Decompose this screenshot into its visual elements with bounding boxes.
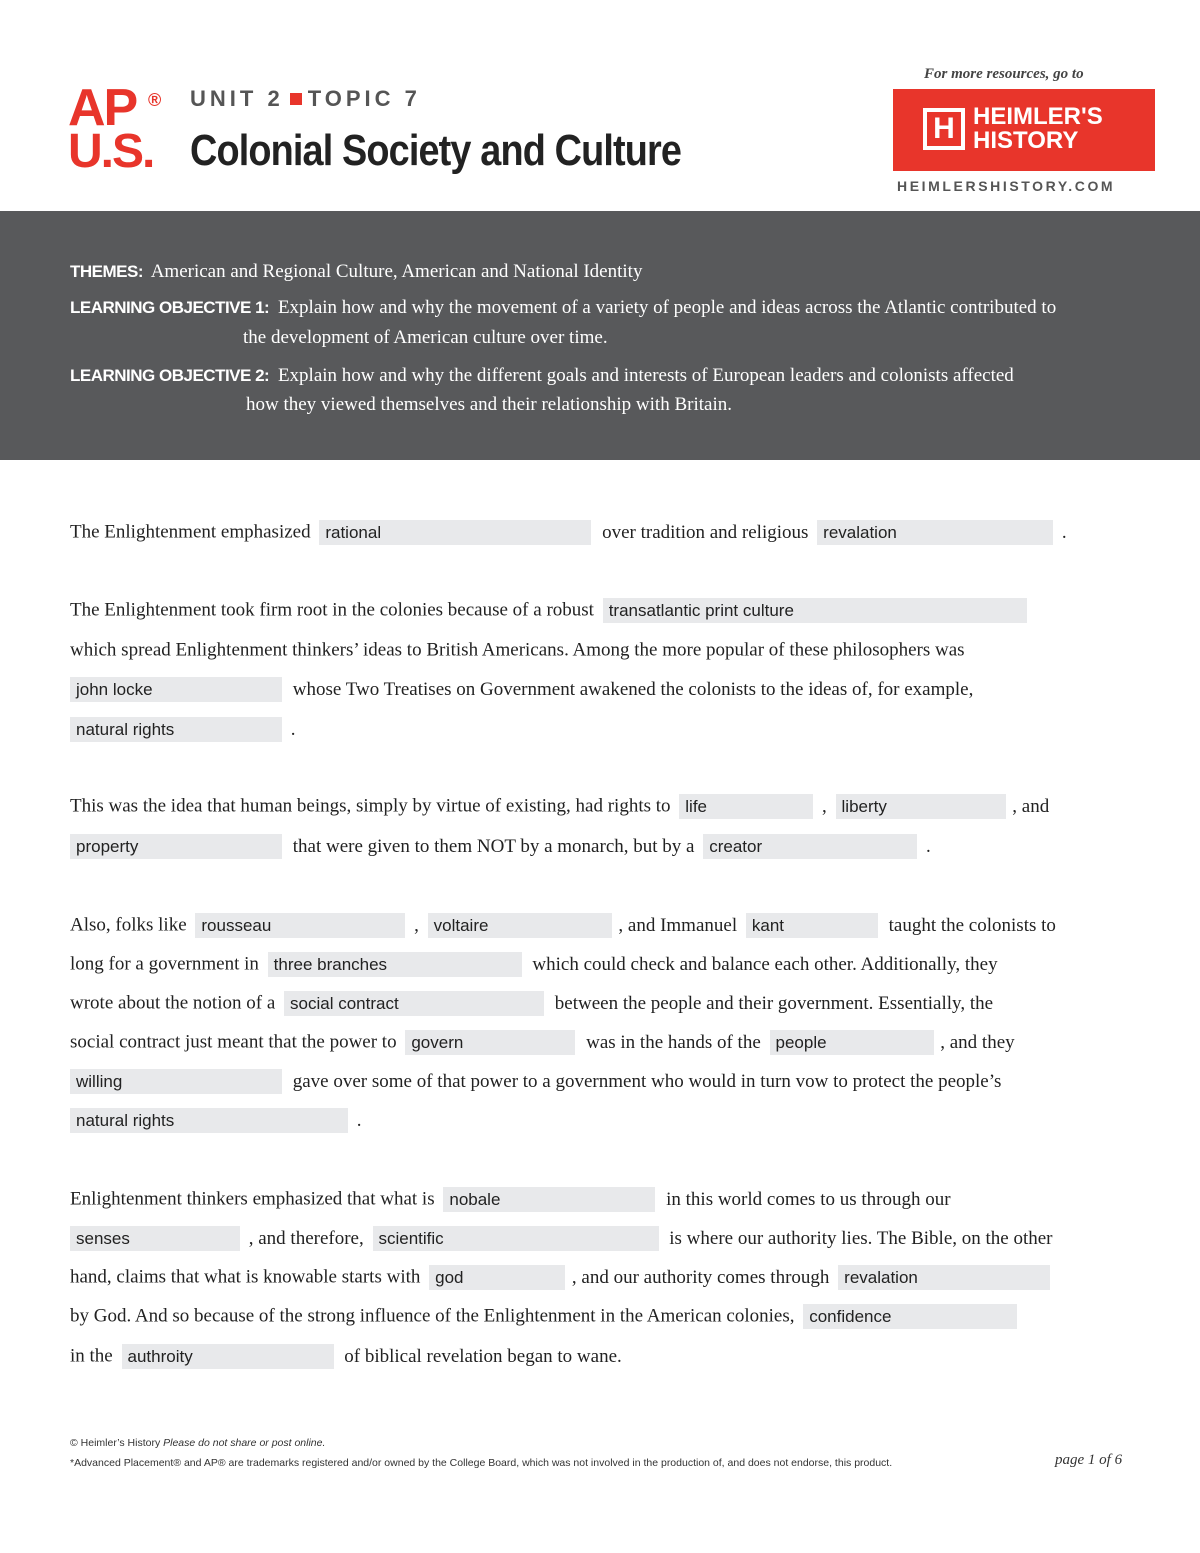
sentence-text: .: [356, 1109, 362, 1131]
learning-objective-1-cont: [243, 323, 608, 352]
sentence-text: Enlightenment thinkers emphasized that what is: [70, 1188, 435, 1210]
page-number: page 1 of 6: [1055, 1452, 1123, 1468]
h-logo-icon: H: [923, 108, 965, 150]
sentence-text: was in the hands of the: [586, 1031, 761, 1053]
sentence-text: , and our authority comes through: [571, 1266, 830, 1288]
lo1-text: Explain how and why the movement of a variety of people and ideas across the Atlantic contributed to: [277, 297, 1057, 318]
answer-blank[interactable]: authroity: [122, 1344, 334, 1369]
sentence-text: long for a government in: [70, 953, 259, 975]
paragraph-line: [70, 676, 973, 702]
answer-blank[interactable]: nobale: [443, 1187, 655, 1212]
paragraph-line: [70, 1264, 1050, 1290]
answer-blank[interactable]: creator: [703, 834, 917, 859]
paragraph-line: [70, 716, 296, 742]
learning-objective-1: [70, 293, 1056, 322]
sentence-text: , and they: [940, 1031, 1015, 1053]
answer-blank[interactable]: rousseau: [195, 913, 405, 938]
sentence-text: wrote about the notion of a: [70, 992, 276, 1014]
answer-blank[interactable]: scientific: [373, 1226, 659, 1251]
answer-blank[interactable]: revalation: [838, 1265, 1050, 1290]
themes-label: THEMES:: [70, 262, 143, 281]
lo2-label: LEARNING OBJECTIVE 2:: [70, 366, 270, 385]
topic-label: TOPIC 7: [307, 86, 421, 111]
answer-blank[interactable]: god: [429, 1265, 565, 1290]
sentence-text: by God. And so because of the strong influence of the Enlightenment in the American colonies,: [70, 1305, 795, 1327]
paragraph-line: [70, 1186, 951, 1212]
sentence-text: is where our authority lies. The Bible, on the other: [669, 1227, 1053, 1249]
sentence-text: The Enlightenment emphasized: [70, 521, 311, 543]
answer-blank[interactable]: life: [679, 794, 813, 819]
heimler-url-link[interactable]: HEIMLERSHISTORY.COM: [897, 178, 1116, 194]
footer-trademark: *Advanced Placement® and AP® are trademarks registered and/or owned by the College Board, which was not involved in the production of, and does not endorse, this product.: [70, 1457, 893, 1469]
answer-blank[interactable]: govern: [405, 1030, 575, 1055]
sentence-text: that were given to them NOT by a monarch, but by a: [292, 835, 695, 857]
answer-blank[interactable]: transatlantic print culture: [603, 598, 1027, 623]
lo1-label: LEARNING OBJECTIVE 1:: [70, 298, 270, 317]
sentence-text: social contract just meant that the power to: [70, 1031, 397, 1053]
us-logo-text: U.S.: [68, 125, 154, 178]
answer-blank[interactable]: senses: [70, 1226, 240, 1251]
sentence-text: This was the idea that human beings, simply by virtue of existing, had rights to: [70, 795, 671, 817]
answer-blank[interactable]: revalation: [817, 520, 1053, 545]
answer-blank[interactable]: natural rights: [70, 717, 282, 742]
paragraph-line: [70, 1068, 1001, 1094]
answer-blank[interactable]: three branches: [268, 952, 522, 977]
paragraph-line: [70, 597, 1027, 623]
answer-blank[interactable]: social contract: [284, 991, 544, 1016]
sentence-text: ,: [822, 795, 827, 817]
sentence-text: hand, claims that what is knowable starts with: [70, 1266, 421, 1288]
page-title: Colonial Society and Culture: [190, 126, 682, 175]
sentence-text: ,: [414, 914, 419, 936]
lo2-text: Explain how and why the different goals and interests of European leaders and colonists affected: [277, 365, 1014, 386]
sentence-text: .: [925, 835, 931, 857]
paragraph-line: [70, 519, 1067, 545]
answer-blank[interactable]: rational: [319, 520, 591, 545]
learning-objective-2-cont: [246, 390, 732, 419]
answer-blank[interactable]: voltaire: [428, 913, 612, 938]
ap-us-logo: [68, 79, 168, 178]
answer-blank[interactable]: willing: [70, 1069, 282, 1094]
answer-blank[interactable]: liberty: [836, 794, 1006, 819]
separator-square-icon: [290, 93, 302, 105]
paragraph-line: [70, 1107, 362, 1133]
copyright-text: © Heimler’s History: [70, 1437, 161, 1449]
sentence-text: which spread Enlightenment thinkers’ ideas to British Americans. Among the more popular of these philosophers was: [70, 639, 965, 661]
sentence-text: in this world comes to us through our: [666, 1188, 951, 1210]
unit-topic-label: [190, 86, 421, 112]
answer-blank[interactable]: natural rights: [70, 1108, 348, 1133]
paragraph-line: [70, 912, 1056, 938]
paragraph-line: [70, 637, 965, 663]
sentence-text: .: [1061, 521, 1067, 543]
sentence-text: which could check and balance each other. Additionally, they: [532, 953, 998, 975]
unit-label: UNIT 2: [190, 86, 284, 111]
sentence-text: whose Two Treatises on Government awakened the colonists to the ideas of, for example,: [292, 678, 974, 700]
themes-text: American and Regional Culture, American and National Identity: [150, 261, 643, 282]
lo1-text-cont: the development of American culture over time.: [243, 327, 608, 348]
answer-blank[interactable]: property: [70, 834, 282, 859]
sentence-text: in the: [70, 1345, 113, 1367]
paragraph-line: [70, 1303, 1017, 1329]
answer-blank[interactable]: john locke: [70, 677, 282, 702]
themes-row: [70, 257, 642, 286]
sentence-text: of biblical revelation began to wane.: [344, 1345, 622, 1367]
sentence-text: , and therefore,: [248, 1227, 364, 1249]
sentence-text: , and: [1012, 795, 1050, 817]
ap-logo-registered: ®: [148, 90, 162, 110]
paragraph-line: [70, 1225, 1053, 1251]
paragraph-line: [70, 990, 993, 1016]
share-notice: Please do not share or post online.: [163, 1437, 326, 1449]
sentence-text: between the people and their government. Essentially, the: [554, 992, 994, 1014]
answer-blank[interactable]: people: [770, 1030, 934, 1055]
paragraph-line: [70, 793, 1049, 819]
objectives-band: [0, 211, 1200, 460]
paragraph-line: [70, 951, 998, 977]
sentence-text: Also, folks like: [70, 914, 187, 936]
paragraph-line: [70, 1029, 1015, 1055]
lo2-text-cont: how they viewed themselves and their relationship with Britain.: [246, 394, 732, 415]
answer-blank[interactable]: confidence: [803, 1304, 1017, 1329]
sentence-text: The Enlightenment took firm root in the colonies because of a robust: [70, 599, 594, 621]
sentence-text: .: [290, 718, 296, 740]
footer-copyright: [70, 1437, 325, 1449]
paragraph-line: [70, 1343, 622, 1369]
learning-objective-2: [70, 361, 1014, 390]
paragraph-line: [70, 833, 931, 859]
ap-logo-text: AP: [68, 79, 137, 137]
sentence-text: gave over some of that power to a government who would in turn vow to protect the people’s: [292, 1070, 1002, 1092]
heimler-brand-text: HEIMLER'S HISTORY: [973, 103, 1103, 154]
answer-blank[interactable]: kant: [746, 913, 878, 938]
sentence-text: , and Immanuel: [618, 914, 738, 936]
heimlers-history-logo[interactable]: [893, 89, 1155, 171]
sentence-text: taught the colonists to: [888, 914, 1056, 936]
sentence-text: over tradition and religious: [602, 521, 809, 543]
resources-text: For more resources, go to: [924, 66, 1084, 82]
